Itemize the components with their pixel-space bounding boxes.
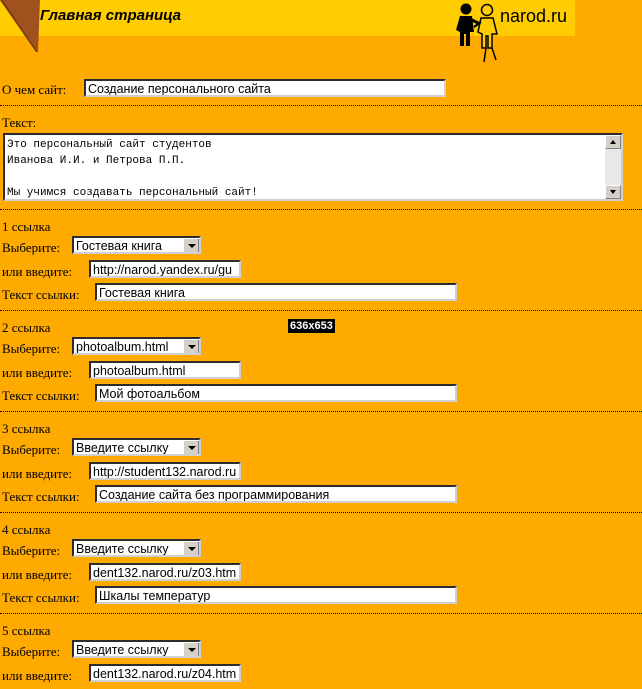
- text-line: [7, 169, 601, 185]
- link-4-select-value: Введите ссылку: [76, 542, 169, 556]
- link-3-select-label: Выберите:: [2, 442, 61, 457]
- separator: [0, 411, 642, 412]
- chevron-down-icon[interactable]: [183, 440, 199, 455]
- separator: [0, 310, 642, 311]
- link-1-select-label: Выберите:: [2, 240, 61, 255]
- page-title: Главная страница: [40, 7, 182, 24]
- link-3-select-value: Введите ссылку: [76, 441, 169, 455]
- vertical-scrollbar[interactable]: [605, 135, 621, 199]
- link-2-select-label: Выберите:: [2, 341, 61, 356]
- link-1-select[interactable]: [72, 236, 201, 254]
- link-1-heading: 1 ссылка: [2, 219, 51, 234]
- link-4-text-label: Текст ссылки:: [2, 590, 80, 605]
- chevron-down-icon[interactable]: [183, 339, 199, 354]
- text-area[interactable]: [3, 133, 623, 201]
- chevron-down-icon[interactable]: [183, 642, 199, 657]
- text-label-row: [2, 115, 36, 131]
- logo-text[interactable]: narod.ru: [500, 6, 568, 26]
- header-triangle-icon: [0, 0, 40, 52]
- link-2-text-input[interactable]: Мой фотоальбом: [95, 384, 457, 402]
- link-3-input-label: или введите:: [2, 466, 73, 481]
- link-4-text-input[interactable]: Шкалы температур: [95, 586, 457, 604]
- link-3-url-input[interactable]: http://student132.narod.ru: [89, 462, 241, 480]
- link-3-heading: 3 ссылка: [2, 421, 51, 436]
- link-4-select-label: Выберите:: [2, 543, 61, 558]
- link-5-input-label: или введите:: [2, 668, 73, 683]
- link-1-select-value: Гостевая книга: [76, 239, 162, 253]
- link-3-select[interactable]: [72, 438, 201, 456]
- link-2-input-label: или введите:: [2, 365, 73, 380]
- about-input[interactable]: Создание персонального сайта: [84, 79, 446, 97]
- text-line: Мы учимся создавать персональный сайт!: [7, 187, 258, 199]
- separator: [0, 613, 642, 614]
- separator: [0, 512, 642, 513]
- link-4-heading: 4 ссылка: [2, 522, 51, 537]
- page-header: [0, 0, 642, 38]
- link-2-url-input[interactable]: photoalbum.html: [89, 361, 241, 379]
- link-2-heading: 2 ссылка: [2, 320, 51, 335]
- chevron-down-icon[interactable]: [183, 238, 199, 253]
- scroll-down-icon[interactable]: [605, 185, 621, 199]
- link-2-text-label: Текст ссылки:: [2, 388, 80, 403]
- link-1-text-label: Текст ссылки:: [2, 287, 80, 302]
- about-label: О чем сайт:: [2, 82, 67, 97]
- link-1-input-label: или введите:: [2, 264, 73, 279]
- separator: [0, 105, 642, 106]
- link-1-url-input[interactable]: http://narod.yandex.ru/gu: [89, 260, 241, 278]
- text-line: Это персональный сайт студентов: [7, 139, 212, 151]
- separator: [0, 209, 642, 210]
- link-4-url-input[interactable]: dent132.narod.ru/z03.htm: [89, 563, 241, 581]
- link-5-select-label: Выберите:: [2, 644, 61, 659]
- link-2-select-value: photoalbum.html: [76, 340, 169, 354]
- link-5-heading: 5 ссылка: [2, 623, 51, 638]
- scroll-up-icon[interactable]: [605, 135, 621, 149]
- link-1-text-input[interactable]: Гостевая книга: [95, 283, 457, 301]
- link-2-select[interactable]: [72, 337, 201, 355]
- link-4-input-label: или введите:: [2, 567, 73, 582]
- link-5-url-input[interactable]: dent132.narod.ru/z04.htm: [89, 664, 241, 682]
- about-row: [2, 82, 66, 98]
- link-3-text-label: Текст ссылки:: [2, 489, 80, 504]
- link-5-select-value: Введите ссылку: [76, 643, 169, 657]
- size-badge: 636x653: [290, 320, 333, 332]
- link-5-select[interactable]: [72, 640, 201, 658]
- link-3-text-input[interactable]: Создание сайта без программирования: [95, 485, 457, 503]
- text-line: Иванова И.И. и Петрова П.П.: [7, 155, 186, 167]
- chevron-down-icon[interactable]: [183, 541, 199, 556]
- link-4-select[interactable]: [72, 539, 201, 557]
- text-label: Текст:: [2, 115, 37, 130]
